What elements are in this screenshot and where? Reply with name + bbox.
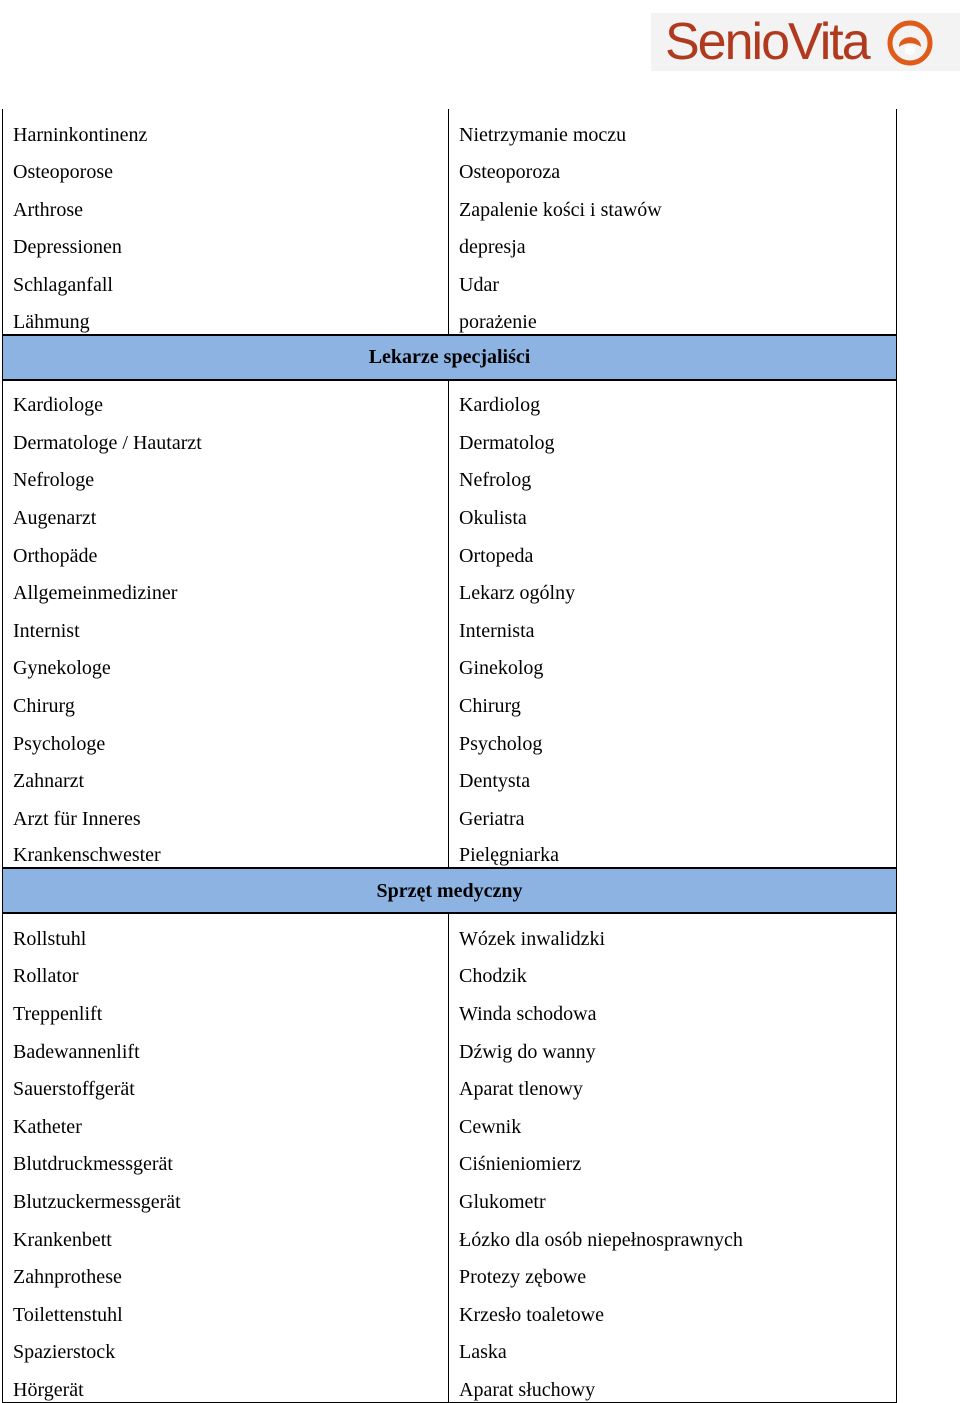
section-title: Sprzęt medyczny [3,868,897,913]
polish-term: Ortopeda [449,530,897,568]
german-term: Sauerstoffgerät [3,1064,449,1102]
german-term: Toilettenstuhl [3,1289,449,1327]
table-row [3,605,897,643]
german-term: Blutdruckmessgerät [3,1139,449,1177]
german-term: Lähmung [3,297,449,335]
german-term: Nefrologe [3,455,449,493]
table-row [3,1214,897,1252]
table-row [3,988,897,1026]
german-term: Krankenschwester [3,831,449,869]
german-term: Augenarzt [3,492,449,530]
logo-wordmark: SenioVita [665,13,869,71]
german-term: Arzt für Inneres [3,793,449,831]
polish-term: Wózek inwalidzki [449,913,897,951]
section-header-row [3,868,897,913]
polish-term: Kardiolog [449,380,897,418]
table-group [3,868,897,1402]
german-term: Rollator [3,951,449,989]
table-row [3,530,897,568]
logo-swirl-icon [887,20,933,66]
table-row [3,259,897,297]
table-row [3,297,897,335]
polish-term: Nietrzymanie moczu [449,109,897,147]
polish-term: Udar [449,259,897,297]
german-term: Katheter [3,1101,449,1139]
german-term: Rollstuhl [3,913,449,951]
polish-term: Psycholog [449,718,897,756]
table-row [3,793,897,831]
german-term: Krankenbett [3,1214,449,1252]
polish-term: Laska [449,1327,897,1365]
german-term: Osteoporose [3,147,449,185]
polish-term: Krzesło toaletowe [449,1289,897,1327]
german-term: Hörgerät [3,1364,449,1402]
german-term: Allgemeinmediziner [3,568,449,606]
seniovita-logo [651,13,960,71]
table-row [3,1289,897,1327]
polish-term: Lekarz ogólny [449,568,897,606]
table-row [3,1026,897,1064]
table-row [3,568,897,606]
vocabulary-table [2,109,897,1403]
german-term: Arthrose [3,184,449,222]
german-term: Depressionen [3,222,449,260]
table-row [3,492,897,530]
polish-term: Dźwig do wanny [449,1026,897,1064]
polish-term: Zapalenie kości i stawów [449,184,897,222]
table-row [3,913,897,951]
polish-term: Nefrolog [449,455,897,493]
table-row [3,1252,897,1290]
table-row [3,756,897,794]
table-group [3,109,897,335]
table-row [3,1139,897,1177]
section-header-row [3,335,897,380]
table-row [3,951,897,989]
polish-term: Cewnik [449,1101,897,1139]
table-row [3,184,897,222]
table-row [3,643,897,681]
polish-term: Chirurg [449,680,897,718]
german-term: Zahnarzt [3,756,449,794]
section-title: Lekarze specjaliści [3,335,897,380]
german-term: Spazierstock [3,1327,449,1365]
table-row [3,1327,897,1365]
polish-term: Internista [449,605,897,643]
polish-term: Ciśnieniomierz [449,1139,897,1177]
german-term: Orthopäde [3,530,449,568]
table-row [3,109,897,147]
german-term: Chirurg [3,680,449,718]
table-row [3,1101,897,1139]
german-term: Harninkontinenz [3,109,449,147]
german-term: Blutzuckermessgerät [3,1176,449,1214]
polish-term: Łózko dla osób niepełnosprawnych [449,1214,897,1252]
polish-term: Winda schodowa [449,988,897,1026]
polish-term: Dermatolog [449,417,897,455]
table-row [3,222,897,260]
table-row [3,680,897,718]
table-row [3,718,897,756]
german-term: Treppenlift [3,988,449,1026]
table-row [3,147,897,185]
german-term: Badewannenlift [3,1026,449,1064]
table-row [3,1176,897,1214]
table-row [3,1364,897,1402]
german-term: Schlaganfall [3,259,449,297]
polish-term: Dentysta [449,756,897,794]
polish-term: Okulista [449,492,897,530]
polish-term: Pielęgniarka [449,831,897,869]
german-term: Zahnprothese [3,1252,449,1290]
polish-term: Chodzik [449,951,897,989]
polish-term: Aparat słuchowy [449,1364,897,1402]
german-term: Kardiologe [3,380,449,418]
table-row [3,1064,897,1102]
table-row [3,380,897,418]
table-row [3,417,897,455]
table-row [3,455,897,493]
polish-term: Ginekolog [449,643,897,681]
polish-term: Glukometr [449,1176,897,1214]
polish-term: porażenie [449,297,897,335]
polish-term: Osteoporoza [449,147,897,185]
german-term: Internist [3,605,449,643]
polish-term: Aparat tlenowy [449,1064,897,1102]
german-term: Dermatologe / Hautarzt [3,417,449,455]
german-term: Gynekologe [3,643,449,681]
polish-term: Geriatra [449,793,897,831]
table-row [3,831,897,869]
german-term: Psychologe [3,718,449,756]
polish-term: Protezy zębowe [449,1252,897,1290]
table-group [3,335,897,869]
polish-term: depresja [449,222,897,260]
